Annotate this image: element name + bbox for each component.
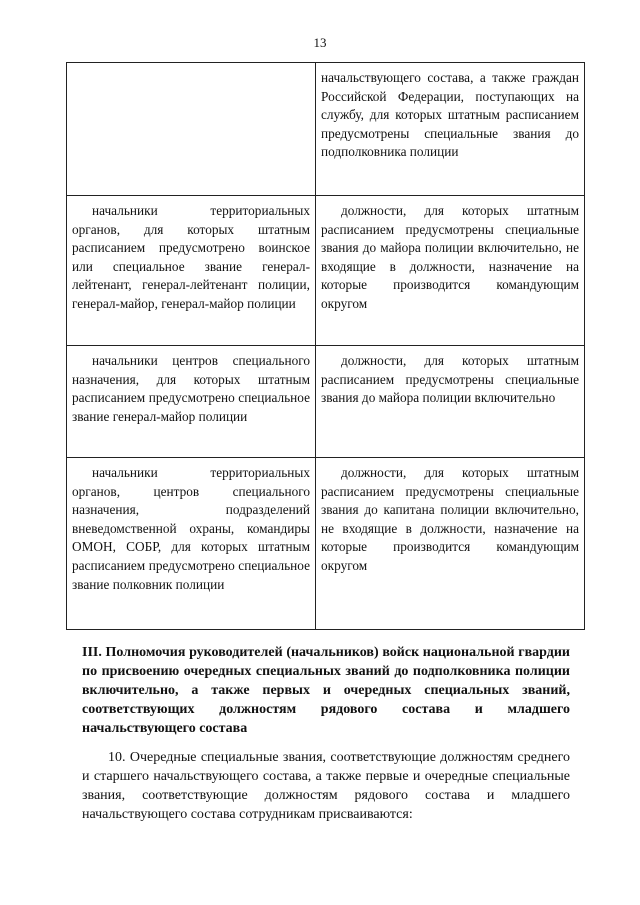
cell-text: начальствующего состава, а также граждан Российской Федерации, поступающих на службу, для которых штатным расписанием предусмотрены специальные звания до подполковника полиции	[321, 70, 579, 160]
table-cell-left	[67, 458, 316, 630]
ranks-table	[66, 62, 585, 630]
cell-text: должности, для которых штатным расписанием предусмотрены специальные звания до майора полиции включительно	[321, 353, 579, 406]
table-cell-left	[67, 63, 316, 196]
cell-text: должности, для которых штатным расписанием предусмотрены специальные звания до капитана полиции включительно, не входящие в должности, назначение на которые производится командующим округом	[321, 465, 579, 573]
table-cell-left	[67, 346, 316, 458]
body-paragraph: 10. Очередные специальные звания, соответствующие должностям среднего и старшего начальствующего состава, а также первые и очередные специальные звания, соответствующие должностям рядового состава и младшего начальствующего состава сотрудникам присваиваются:	[82, 750, 570, 822]
table-row	[67, 196, 585, 346]
table-cell-right	[316, 196, 585, 346]
table-row	[67, 346, 585, 458]
cell-text: начальники территориальных органов, для которых штатным расписанием предусмотрено воинское или специальное звание генерал-лейтенант, генерал-лейтенант полиции, генерал-майор, генерал-майор полиции	[72, 203, 310, 311]
page-number: 13	[313, 35, 327, 50]
cell-text: начальники территориальных органов, центров специального назначения, подразделений вневедомственной охраны, командиры ОМОН, СОБР, для которых штатным расписанием предусмотрено специальное звание полковник полиции	[72, 465, 310, 592]
table-row	[67, 458, 585, 630]
table-cell-right	[316, 63, 585, 196]
table-cell-left	[67, 196, 316, 346]
section-heading: III. Полномочия руководителей (начальников) войск национальной гвардии по присвоению очередных специальных званий до подполковника полиции включительно, а также первых и очередных специальных званий, соответствующих должностям рядового состава и младшего начальствующего состава	[82, 645, 570, 736]
cell-text: должности, для которых штатным расписанием предусмотрены специальные звания до майора полиции включительно, не входящие в должности, назначение на которые производится командующим округом	[321, 203, 579, 311]
table-cell-right	[316, 458, 585, 630]
table-cell-right	[316, 346, 585, 458]
table-row	[67, 63, 585, 196]
cell-text: начальники центров специального назначения, для которых штатным расписанием предусмотрено специальное звание генерал-майор полиции	[72, 353, 310, 424]
